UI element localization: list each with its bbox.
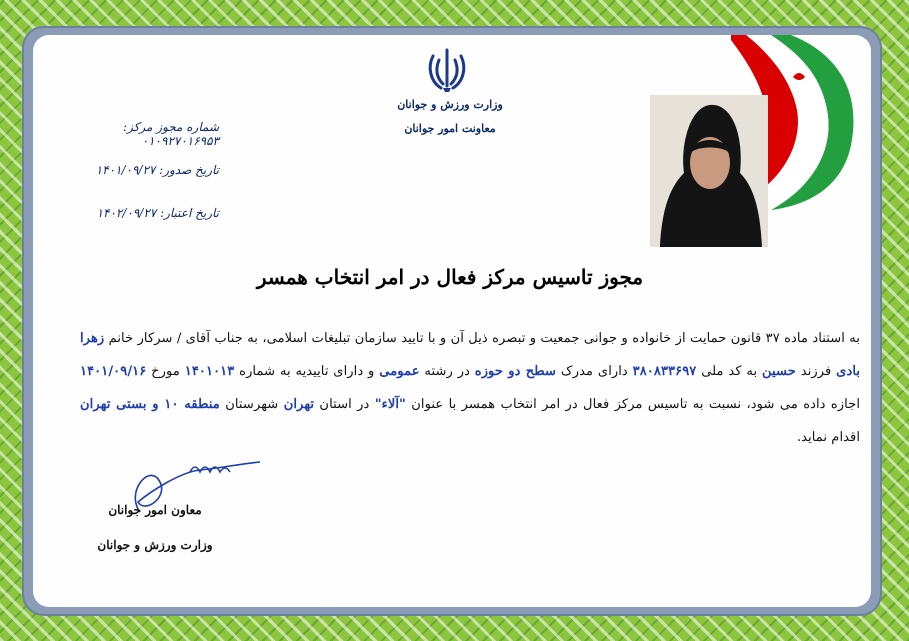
iran-emblem-icon: [425, 46, 469, 92]
body-text-4: دارای مدرک: [560, 364, 628, 379]
body-text-3: به کد ملی: [701, 364, 758, 379]
education-level: سطح دو حوزه: [474, 364, 557, 379]
ministry-name-header: وزارت ورزش و جوانان: [397, 98, 503, 111]
signatory-organization: وزارت ورزش و جوانان: [97, 538, 213, 552]
body-text-1: به استناد ماده ۳۷ قانون حمایت از خانواده و جوانی جمعیت و تبصره ذیل آن و با تایید سازمان تبلیغات اسلامی، به جناب آقای / سرکار خانم: [108, 331, 860, 346]
body-text-11: اقدام نماید.: [796, 430, 860, 445]
portrait-image: [650, 95, 768, 247]
issue-date: تاریخ صدور: ۱۴۰۱/۰۹/۲۷: [95, 163, 219, 177]
body-text-8: اجازه داده می شود، نسبت به تاسیس مرکز فعال در امر انتخاب همسر با عنوان: [411, 397, 861, 412]
permit-number: شماره مجوز مرکز: ۰۱۰۹۲۷۰۱۶۹۵۳: [123, 120, 219, 148]
certificate-body: [80, 322, 860, 454]
applicant-photo: [650, 95, 768, 247]
body-text-7: مورخ: [151, 364, 180, 379]
body-text-6: و دارای تاییدیه به شماره: [239, 364, 375, 379]
field-of-study: عمومی: [379, 364, 420, 379]
expiry-date: تاریخ اعتبار: ۱۴۰۲/۰۹/۲۷: [96, 206, 219, 220]
body-text-2: فرزند: [800, 364, 832, 379]
approval-date: ۱۴۰۱/۰۹/۱۶: [80, 364, 147, 379]
city: منطقه ۱۰ و بستی تهران: [80, 397, 220, 412]
province: تهران: [283, 397, 315, 412]
body-text-9: در استان: [319, 397, 370, 412]
center-name: "آلاء": [374, 397, 406, 412]
holder-name: زهرا بادی: [80, 331, 861, 379]
father-name: حسین: [762, 364, 796, 379]
signatory-role: معاون امور جوانان: [108, 503, 202, 517]
national-code: ۳۸۰۸۳۳۶۹۷: [632, 364, 697, 379]
certificate-title: مجوز تاسیس مرکز فعال در امر انتخاب همسر: [256, 265, 644, 289]
body-text-5: در رشته: [424, 364, 470, 379]
deputy-name-header: معاونت امور جوانان: [404, 122, 496, 135]
approval-number: ۱۴۰۱۰۱۳: [184, 364, 235, 379]
body-text-10: شهرستان: [225, 397, 279, 412]
